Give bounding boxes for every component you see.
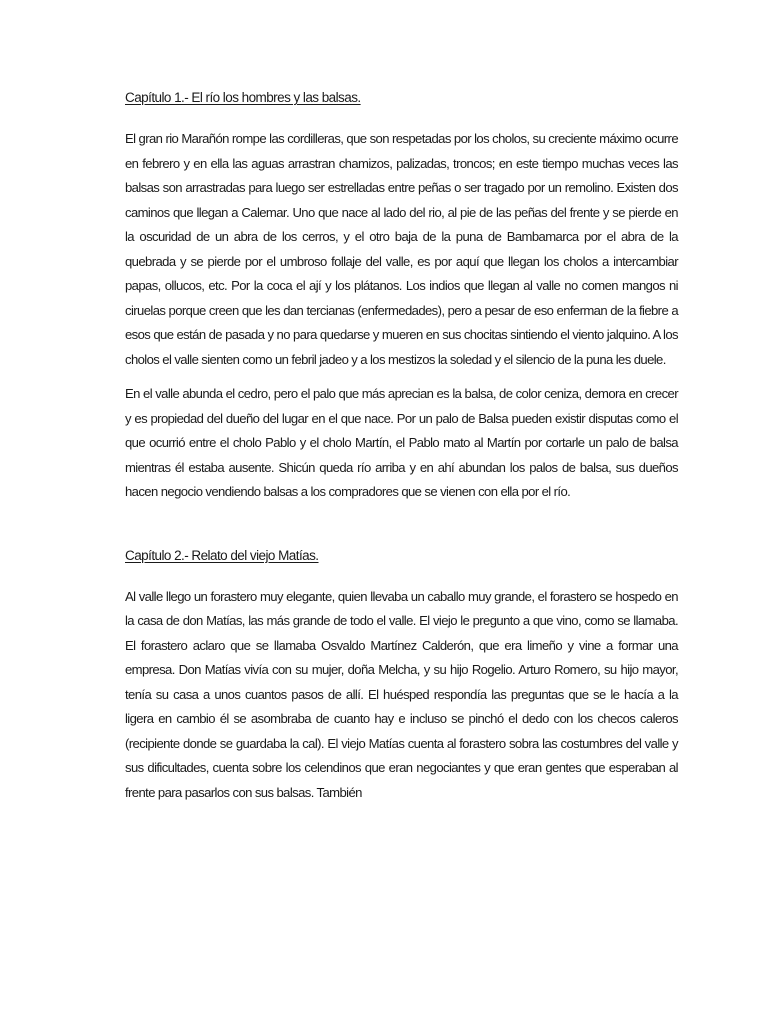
chapter-heading: Capítulo 1.- El río los hombres y las balsas. [125, 90, 361, 105]
paragraph: El gran rio Marañón rompe las cordilleras, que son respetadas por los cholos, su creciente máximo ocurre en febrero y en ella las aguas arrastran chamizos, palizadas, troncos; en este tiempo muchas veces las balsas son arrastradas para luego ser estrelladas entre peñas o ser tragado por un remolino. Existen dos caminos que llegan a Calemar. Uno que nace al lado del rio, al pie de las peñas del frente y se pierde en la oscuridad de un abra de los cerros, y el otro baja de la puna de Bambamarca por el abra de la quebrada y se pierde por el umbroso follaje del valle, es por aquí que llegan los cholos a intercambiar papas, ollucos, etc. Por la coca el ají y los plátanos. Los indios que llegan al valle no comen mangos ni ciruelas porque creen que les dan tercianas (enfermedades), pero a pesar de eso enferman de la fiebre a esos que están de pasada y no para quedarse y mueren en sus chocitas sintiendo el viento jalquino. A los cholos el valle sienten como un febril jadeo y a los mestizos la soledad y el silencio de la puna les duele. [125, 131, 678, 367]
paragraph: En el valle abunda el cedro, pero el palo que más aprecian es la balsa, de color ceniza, demora en crecer y es propiedad del dueño del lugar en el que nace. Por un palo de Balsa pueden existir disputas como el que ocurrió entre el cholo Pablo y el cholo Martín, el Pablo mato al Martín por cortarle un palo de balsa mientras él estaba ausente. Shicún queda río arriba y en ahí abundan los palos de balsa, sus dueños hacen negocio vendiendo balsas a los compradores que se vienen con ella por el río. [125, 386, 678, 499]
paragraph: Al valle llego un forastero muy elegante, quien llevaba un caballo muy grande, el forastero se hospedo en la casa de don Matías, las más grande de todo el valle. El viejo le pregunto a que vino, como se llamaba. El forastero aclaro que se llamaba Osvaldo Martínez Calderón, que era limeño y vine a formar una empresa. Don Matías vivía con su mujer, doña Melcha, y su hijo Rogelio. Arturo Romero, su hijo mayor, tenía su casa a unos cuantos pasos de allí. El huésped respondía las preguntas que se le hacía a la ligera en cambio él se asombraba de cuanto hay e incluso se pinchó el dedo con los checos caleros (recipiente donde se guardaba la cal). El viejo Matías cuenta al forastero sobra las costumbres del valle y sus dificultades, cuenta sobre los celendinos que eran negociantes y que eran gentes que esperaban al frente para pasarlos con sus balsas. También [125, 588, 678, 800]
chapter-2 [125, 544, 678, 806]
chapter-1 [125, 86, 678, 505]
chapter-spacer [125, 515, 678, 544]
chapter-heading: Capítulo 2.- Relato del viejo Matías. [125, 547, 319, 563]
document-body [125, 86, 678, 815]
